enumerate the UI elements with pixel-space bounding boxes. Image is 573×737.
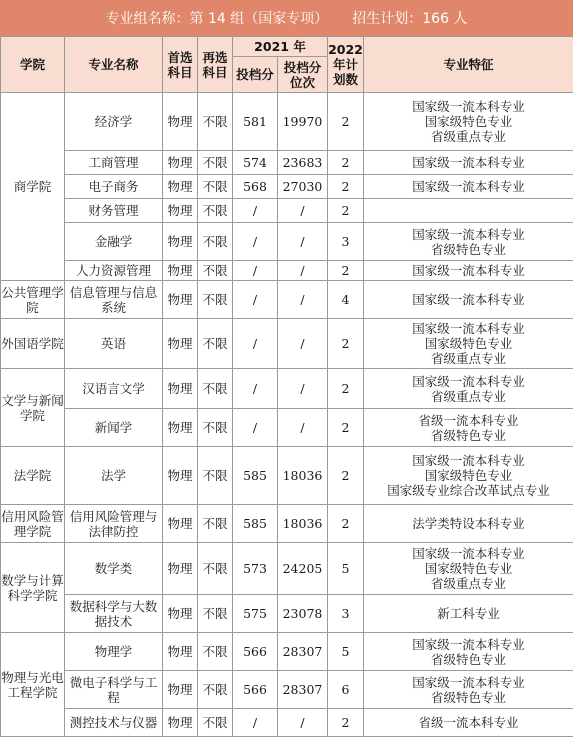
first-subject-cell: 物理 bbox=[163, 409, 198, 447]
plan-cell: 2 bbox=[328, 447, 364, 505]
rank-cell: / bbox=[278, 709, 328, 737]
first-subject-cell: 物理 bbox=[163, 281, 198, 319]
second-subject-cell: 不限 bbox=[198, 633, 233, 671]
feature-label: 国家级专业综合改革试点专业 bbox=[364, 483, 573, 498]
college-cell: 物理与光电工程学院 bbox=[1, 633, 65, 737]
feature-label: 国家级一流本科专业 bbox=[364, 292, 573, 307]
second-subject-cell: 不限 bbox=[198, 505, 233, 543]
first-subject-cell: 物理 bbox=[163, 151, 198, 175]
second-subject-cell: 不限 bbox=[198, 709, 233, 737]
plan-cell: 2 bbox=[328, 199, 364, 223]
major-cell: 电子商务 bbox=[65, 175, 163, 199]
features-cell bbox=[364, 175, 573, 199]
features-cell bbox=[364, 281, 573, 319]
second-subject-cell: 不限 bbox=[198, 409, 233, 447]
major-cell: 英语 bbox=[65, 319, 163, 369]
feature-label: 国家级一流本科专业 bbox=[364, 675, 573, 690]
major-cell: 数学类 bbox=[65, 543, 163, 595]
table-row bbox=[1, 281, 573, 319]
table-row bbox=[1, 543, 573, 595]
feature-label: 国家级特色专业 bbox=[364, 114, 573, 129]
features-cell bbox=[364, 93, 573, 151]
plan-cell: 2 bbox=[328, 369, 364, 409]
major-cell: 法学 bbox=[65, 447, 163, 505]
table-body bbox=[1, 93, 573, 737]
feature-label: 国家级特色专业 bbox=[364, 561, 573, 576]
feature-label: 国家级一流本科专业 bbox=[364, 99, 573, 114]
header-rank: 投档分位次 bbox=[278, 57, 328, 93]
plan-cell: 2 bbox=[328, 319, 364, 369]
feature-label: 省级特色专业 bbox=[364, 428, 573, 443]
table-row bbox=[1, 447, 573, 505]
feature-label: 省级一流本科专业 bbox=[364, 413, 573, 428]
second-subject-cell: 不限 bbox=[198, 151, 233, 175]
first-subject-cell: 物理 bbox=[163, 93, 198, 151]
header-score: 投档分 bbox=[233, 57, 278, 93]
features-cell bbox=[364, 369, 573, 409]
second-subject-cell: 不限 bbox=[198, 447, 233, 505]
second-subject-cell: 不限 bbox=[198, 595, 233, 633]
plan-cell: 2 bbox=[328, 151, 364, 175]
feature-label: 新工科专业 bbox=[364, 606, 573, 621]
table-row bbox=[1, 633, 573, 671]
table-row bbox=[1, 175, 573, 199]
plan-cell: 2 bbox=[328, 505, 364, 543]
second-subject-cell: 不限 bbox=[198, 223, 233, 261]
plan-cell: 2 bbox=[328, 709, 364, 737]
table-row bbox=[1, 709, 573, 737]
score-cell: 573 bbox=[233, 543, 278, 595]
table-row bbox=[1, 151, 573, 175]
college-cell: 数学与计算科学学院 bbox=[1, 543, 65, 633]
college-cell: 法学院 bbox=[1, 447, 65, 505]
major-cell: 人力资源管理 bbox=[65, 261, 163, 281]
features-cell bbox=[364, 633, 573, 671]
score-cell: 566 bbox=[233, 633, 278, 671]
college-cell: 商学院 bbox=[1, 93, 65, 281]
enrollment-plan: 招生计划：166 人 bbox=[352, 8, 467, 28]
admission-table bbox=[0, 36, 573, 737]
features-cell bbox=[364, 543, 573, 595]
rank-cell: 18036 bbox=[278, 505, 328, 543]
table-row bbox=[1, 505, 573, 543]
score-cell: 575 bbox=[233, 595, 278, 633]
table-row bbox=[1, 199, 573, 223]
score-cell: / bbox=[233, 261, 278, 281]
major-cell: 信息管理与信息系统 bbox=[65, 281, 163, 319]
first-subject-cell: 物理 bbox=[163, 447, 198, 505]
rank-cell: 28307 bbox=[278, 633, 328, 671]
header-features: 专业特征 bbox=[364, 37, 573, 93]
feature-label: 国家级一流本科专业 bbox=[364, 263, 573, 278]
score-cell: 566 bbox=[233, 671, 278, 709]
second-subject-cell: 不限 bbox=[198, 369, 233, 409]
score-cell: / bbox=[233, 709, 278, 737]
first-subject-cell: 物理 bbox=[163, 199, 198, 223]
score-cell: / bbox=[233, 319, 278, 369]
first-subject-cell: 物理 bbox=[163, 709, 198, 737]
second-subject-cell: 不限 bbox=[198, 261, 233, 281]
score-cell: / bbox=[233, 281, 278, 319]
major-cell: 财务管理 bbox=[65, 199, 163, 223]
features-cell bbox=[364, 223, 573, 261]
features-cell bbox=[364, 671, 573, 709]
college-cell: 公共管理学院 bbox=[1, 281, 65, 319]
first-subject-cell: 物理 bbox=[163, 505, 198, 543]
first-subject-cell: 物理 bbox=[163, 671, 198, 709]
rank-cell: / bbox=[278, 319, 328, 369]
rank-cell: 19970 bbox=[278, 93, 328, 151]
feature-label: 国家级一流本科专业 bbox=[364, 546, 573, 561]
college-cell: 文学与新闻学院 bbox=[1, 369, 65, 447]
first-subject-cell: 物理 bbox=[163, 261, 198, 281]
second-subject-cell: 不限 bbox=[198, 281, 233, 319]
rank-cell: 27030 bbox=[278, 175, 328, 199]
major-cell: 工商管理 bbox=[65, 151, 163, 175]
feature-label: 省级重点专业 bbox=[364, 129, 573, 144]
score-cell: / bbox=[233, 223, 278, 261]
first-subject-cell: 物理 bbox=[163, 543, 198, 595]
group-banner bbox=[0, 0, 573, 36]
rank-cell: 23078 bbox=[278, 595, 328, 633]
header-major: 专业名称 bbox=[65, 37, 163, 93]
header-college: 学院 bbox=[1, 37, 65, 93]
feature-label: 国家级特色专业 bbox=[364, 336, 573, 351]
feature-label: 省级特色专业 bbox=[364, 242, 573, 257]
feature-label: 省级重点专业 bbox=[364, 389, 573, 404]
plan-cell: 5 bbox=[328, 543, 364, 595]
major-cell: 汉语言文学 bbox=[65, 369, 163, 409]
first-subject-cell: 物理 bbox=[163, 595, 198, 633]
feature-label: 省级特色专业 bbox=[364, 652, 573, 667]
feature-label: 省级重点专业 bbox=[364, 351, 573, 366]
feature-label: 国家级一流本科专业 bbox=[364, 374, 573, 389]
plan-cell: 2 bbox=[328, 93, 364, 151]
features-cell bbox=[364, 261, 573, 281]
table-row bbox=[1, 93, 573, 151]
features-cell bbox=[364, 409, 573, 447]
major-cell: 微电子科学与工程 bbox=[65, 671, 163, 709]
rank-cell: 28307 bbox=[278, 671, 328, 709]
rank-cell: / bbox=[278, 409, 328, 447]
feature-label: 法学类特设本科专业 bbox=[364, 516, 573, 531]
plan-cell: 6 bbox=[328, 671, 364, 709]
feature-label: 国家级一流本科专业 bbox=[364, 637, 573, 652]
features-cell bbox=[364, 447, 573, 505]
plan-cell: 5 bbox=[328, 633, 364, 671]
major-cell: 测控技术与仪器 bbox=[65, 709, 163, 737]
first-subject-cell: 物理 bbox=[163, 175, 198, 199]
plan-cell: 4 bbox=[328, 281, 364, 319]
table-row bbox=[1, 409, 573, 447]
feature-label: 省级特色专业 bbox=[364, 690, 573, 705]
rank-cell: / bbox=[278, 281, 328, 319]
major-cell: 数据科学与大数据技术 bbox=[65, 595, 163, 633]
major-cell: 物理学 bbox=[65, 633, 163, 671]
second-subject-cell: 不限 bbox=[198, 543, 233, 595]
rank-cell: / bbox=[278, 223, 328, 261]
table-row bbox=[1, 595, 573, 633]
feature-label: 国家级特色专业 bbox=[364, 468, 573, 483]
first-subject-cell: 物理 bbox=[163, 319, 198, 369]
first-subject-cell: 物理 bbox=[163, 369, 198, 409]
score-cell: / bbox=[233, 199, 278, 223]
second-subject-cell: 不限 bbox=[198, 93, 233, 151]
rank-cell: / bbox=[278, 369, 328, 409]
header-plan-2022: 2022 年计划数 bbox=[328, 37, 364, 93]
features-cell bbox=[364, 151, 573, 175]
feature-label: 国家级一流本科专业 bbox=[364, 179, 573, 194]
rank-cell: 23683 bbox=[278, 151, 328, 175]
second-subject-cell: 不限 bbox=[198, 671, 233, 709]
score-cell: 574 bbox=[233, 151, 278, 175]
group-name: 专业组名称：第 14 组（国家专项） bbox=[106, 8, 329, 28]
second-subject-cell: 不限 bbox=[198, 175, 233, 199]
feature-label: 省级重点专业 bbox=[364, 576, 573, 591]
features-cell bbox=[364, 505, 573, 543]
table-row bbox=[1, 223, 573, 261]
rank-cell: 18036 bbox=[278, 447, 328, 505]
plan-cell: 2 bbox=[328, 175, 364, 199]
rank-cell: / bbox=[278, 261, 328, 281]
header-first-subject: 首选科目 bbox=[163, 37, 198, 93]
college-cell: 外国语学院 bbox=[1, 319, 65, 369]
first-subject-cell: 物理 bbox=[163, 223, 198, 261]
major-cell: 信用风险管理与法律防控 bbox=[65, 505, 163, 543]
score-cell: 568 bbox=[233, 175, 278, 199]
features-cell bbox=[364, 595, 573, 633]
score-cell: 581 bbox=[233, 93, 278, 151]
feature-label: 国家级一流本科专业 bbox=[364, 321, 573, 336]
rank-cell: / bbox=[278, 199, 328, 223]
feature-label: 国家级一流本科专业 bbox=[364, 155, 573, 170]
features-cell bbox=[364, 709, 573, 737]
major-cell: 金融学 bbox=[65, 223, 163, 261]
college-cell: 信用风险管理学院 bbox=[1, 505, 65, 543]
features-cell bbox=[364, 319, 573, 369]
table-row bbox=[1, 369, 573, 409]
plan-cell: 2 bbox=[328, 261, 364, 281]
score-cell: / bbox=[233, 409, 278, 447]
feature-label: 省级一流本科专业 bbox=[364, 715, 573, 730]
feature-label: 国家级一流本科专业 bbox=[364, 227, 573, 242]
first-subject-cell: 物理 bbox=[163, 633, 198, 671]
plan-cell: 2 bbox=[328, 409, 364, 447]
plan-cell: 3 bbox=[328, 223, 364, 261]
score-cell: / bbox=[233, 369, 278, 409]
table-row bbox=[1, 671, 573, 709]
major-cell: 新闻学 bbox=[65, 409, 163, 447]
score-cell: 585 bbox=[233, 447, 278, 505]
major-cell: 经济学 bbox=[65, 93, 163, 151]
second-subject-cell: 不限 bbox=[198, 199, 233, 223]
header-second-subject: 再选科目 bbox=[198, 37, 233, 93]
feature-label: 国家级一流本科专业 bbox=[364, 453, 573, 468]
header-2021: 2021 年 bbox=[233, 37, 328, 57]
rank-cell: 24205 bbox=[278, 543, 328, 595]
score-cell: 585 bbox=[233, 505, 278, 543]
features-cell bbox=[364, 199, 573, 223]
second-subject-cell: 不限 bbox=[198, 319, 233, 369]
table-row bbox=[1, 319, 573, 369]
plan-cell: 3 bbox=[328, 595, 364, 633]
table-row bbox=[1, 261, 573, 281]
